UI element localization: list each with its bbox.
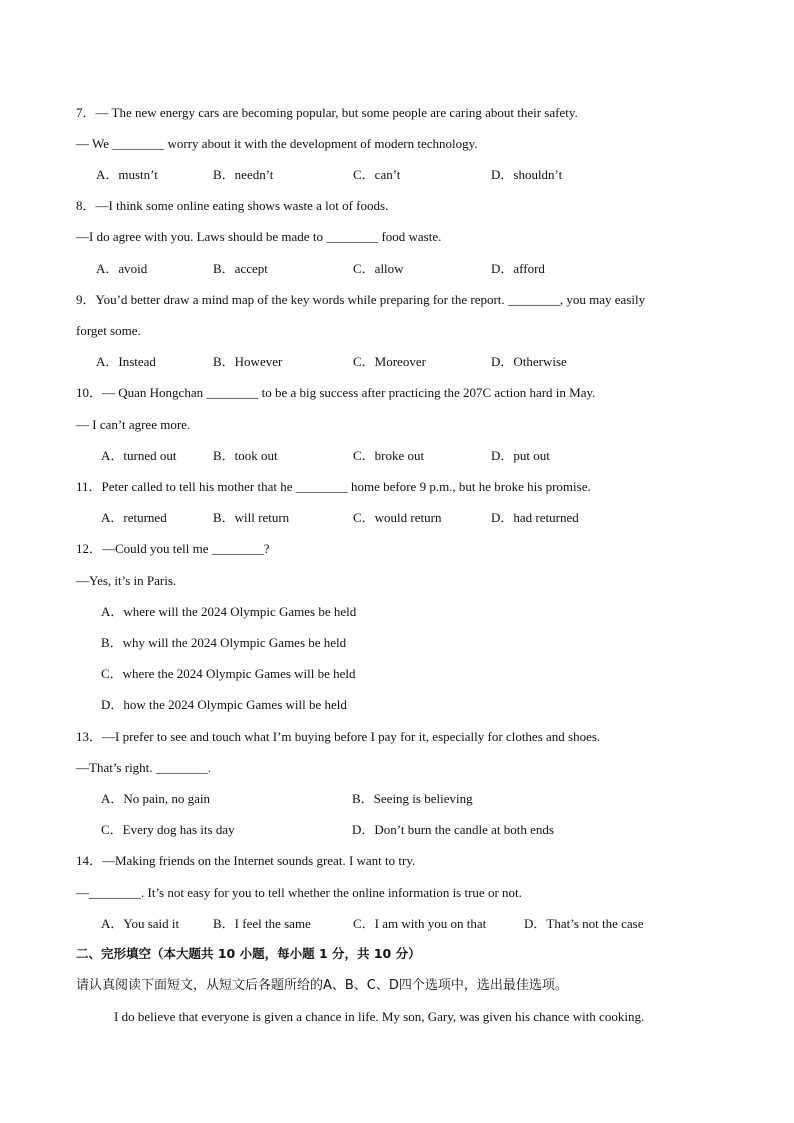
question-13-option-c: C．Every dog has its day: [101, 822, 235, 837]
question-10-option-b: B．took out: [213, 448, 278, 463]
question-9-option-b: B．However: [213, 354, 283, 369]
question-8-option-a: A．avoid: [96, 261, 148, 276]
section-2-heading: 二、完形填空（本大题共 10 小题，每小题 1 分，共 10 分）: [76, 946, 421, 961]
question-12-reply: —Yes, it’s in Paris.: [76, 573, 177, 588]
question-7-option-c: C．can’t: [353, 167, 401, 182]
question-11-option-d: D．had returned: [491, 510, 579, 525]
question-10-stem: 10．— Quan Hongchan ________ to be a big success after practicing the 207C action hard in May.: [76, 385, 596, 400]
question-13-reply: —That’s right. ________.: [76, 760, 212, 775]
question-7-option-b: B．needn’t: [213, 167, 274, 182]
question-9-stem-cont: forget some.: [76, 323, 141, 338]
question-8-stem: 8．—I think some online eating shows waste a lot of foods.: [76, 198, 389, 213]
question-8-option-d: D．afford: [491, 261, 545, 276]
section-2-instruction: 请认真阅读下面短文，从短文后各题所给的A、B、C、D四个选项中，选出最佳选项。: [76, 978, 568, 993]
question-13-stem: 13．—I prefer to see and touch what I’m buying before I pay for it, especially for clothes and shoes.: [76, 729, 601, 744]
question-10-reply: — I can’t agree more.: [76, 417, 191, 432]
question-9-option-d: D．Otherwise: [491, 354, 567, 369]
question-8-option-b: B．accept: [213, 261, 268, 276]
question-12-stem: 12．—Could you tell me ________?: [76, 541, 270, 556]
question-10-option-a: A．turned out: [101, 448, 177, 463]
question-10-option-d: D．put out: [491, 448, 550, 463]
question-7-option-d: D．shouldn’t: [491, 167, 563, 182]
passage-first-line: I do believe that everyone is given a chance in life. My son, Gary, was given his chance with cooking.: [114, 1009, 645, 1024]
question-9-option-a: A．Instead: [96, 354, 156, 369]
question-10-option-c: C．broke out: [353, 448, 425, 463]
question-12-option-a: A．where will the 2024 Olympic Games be held: [101, 604, 357, 619]
question-14-option-b: B．I feel the same: [213, 916, 311, 931]
question-13-option-a: A．No pain, no gain: [101, 791, 211, 806]
question-14-reply: —________. It’s not easy for you to tell whether the online information is true or not.: [76, 885, 522, 900]
question-8-reply: —I do agree with you. Laws should be made to ________ food waste.: [76, 229, 442, 244]
question-13-option-d: D．Don’t burn the candle at both ends: [352, 822, 554, 837]
question-14-stem: 14．—Making friends on the Internet sounds great. I want to try.: [76, 853, 416, 868]
question-8-option-c: C．allow: [353, 261, 404, 276]
question-11-option-c: C．would return: [353, 510, 442, 525]
question-11-stem: 11．Peter called to tell his mother that he ________ home before 9 p.m., but he broke his promise.: [76, 479, 591, 494]
question-12-option-d: D．how the 2024 Olympic Games will be held: [101, 697, 347, 712]
question-7-stem: 7．— The new energy cars are becoming popular, but some people are caring about their safety.: [76, 105, 578, 120]
question-7-option-a: A．mustn’t: [96, 167, 158, 182]
question-13-option-b: B．Seeing is believing: [352, 791, 473, 806]
question-12-option-b: B．why will the 2024 Olympic Games be held: [101, 635, 347, 650]
question-14-option-c: C．I am with you on that: [353, 916, 487, 931]
question-9-stem: 9．You’d better draw a mind map of the key words while preparing for the report. ________, you may easily: [76, 292, 646, 307]
question-14-option-a: A．You said it: [101, 916, 180, 931]
question-7-reply: — We ________ worry about it with the development of modern technology.: [76, 136, 478, 151]
question-14-option-d: D．That’s not the case: [524, 916, 644, 931]
question-11-option-a: A．returned: [101, 510, 167, 525]
question-12-option-c: C．where the 2024 Olympic Games will be held: [101, 666, 356, 681]
question-9-option-c: C．Moreover: [353, 354, 426, 369]
question-11-option-b: B．will return: [213, 510, 290, 525]
